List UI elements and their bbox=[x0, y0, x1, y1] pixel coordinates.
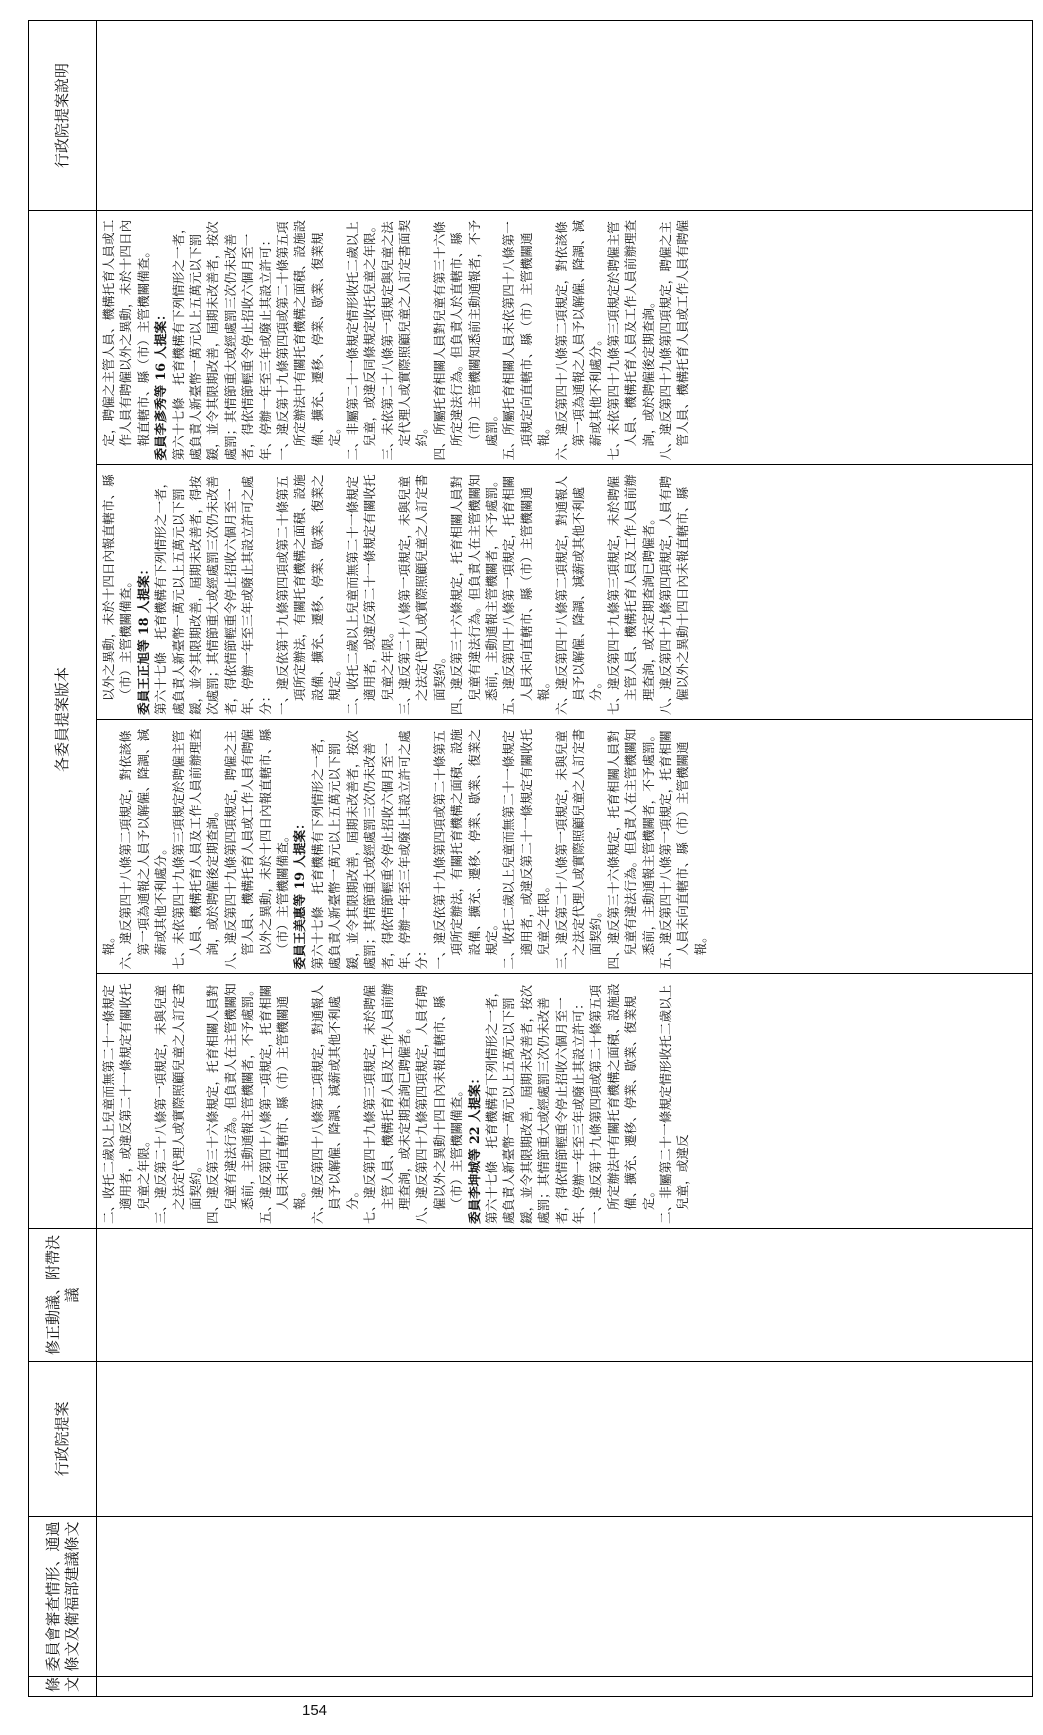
proposal-column bbox=[97, 719, 1032, 974]
rotated-table-wrapper bbox=[28, 20, 1030, 1697]
proposal-paragraph: 四、違反第三十六條規定，托育相關人員對兒童有違法行為。但負責人在主管機關知悉前，主動通報主管機關者，不予處罰。 bbox=[605, 728, 656, 970]
proposal-heading: 委員王正旭等 18 人提案： bbox=[135, 562, 151, 715]
proposal-paragraph: 五、違反第四十八條第一項規定，托育相關人員未向直轄市、縣（市）主管機關通報。 bbox=[257, 984, 308, 1224]
header-amendment-motion: 修正動議、附帶決議 bbox=[29, 1229, 97, 1362]
proposal-paragraph: 二、收托二歲以上兒童而無第二十一條規定適用者，或違反第二十一條規定有關收托兒童之年限。 bbox=[501, 728, 552, 970]
proposal-paragraph: 第六十七條 托育機構有下列情形之一者，處負責人新臺幣一萬元以上五萬元以下罰鍰，並令其限期改善，屆期未改善者，按次處罰；其情節重大或經處罰三次仍未改善者，得依情節輕重令停止招收六個月至一年、停辦一年至三年或廢止其設立許可： bbox=[170, 221, 273, 461]
proposal-column bbox=[97, 465, 1032, 720]
proposal-paragraph: 六、違反第四十八條第二項規定，對通報人員予以解僱、降調、減薪或其他不利處分。 bbox=[553, 475, 604, 715]
proposal-column bbox=[97, 211, 1032, 465]
proposal-paragraph: 三、違反第二十八條第一項規定，未與兒童之法定代理人或實際照顧兒童之人訂定書面契約。 bbox=[396, 474, 447, 715]
executive-proposal-cell bbox=[97, 1362, 1033, 1517]
proposal-paragraph: 五、違反第四十八條第一項規定，托育相關人員未向直轄市、縣（市）主管機關通報。 bbox=[658, 730, 708, 970]
amendment-motion-cell bbox=[97, 1229, 1033, 1362]
executive-explanation-cell bbox=[97, 21, 1033, 211]
header-executive-proposal: 行政院提案 bbox=[29, 1362, 97, 1517]
proposal-paragraph: 二、非屬第二十一條規定情形收托二歲以上兒童，或違反同條規定收托兒童之年限。 bbox=[344, 219, 378, 461]
proposal-paragraph: 八、違反第四十九條第四項規定，人員有聘僱以外之異動十四日內未報直轄市、縣（市）主管機關備查。 bbox=[414, 984, 465, 1224]
proposal-paragraph: 六、違反第四十八條第二項規定，對依該條第一項為通報之人員予以解僱、降調、減薪或其他不利處分。 bbox=[553, 219, 604, 461]
proposal-paragraph: 三、違反第二十八條第一項規定，未與兒童之法定代理人或實際照顧兒童之人訂定書面契約。 bbox=[553, 728, 604, 970]
proposal-paragraph: 七、違反第四十九條第三項規定，未於聘僱主管人員、機構托育人員及工作人員前辦理查詢，或未定期查詢已聘僱者。 bbox=[605, 474, 656, 715]
proposal-paragraph: 一、違反依第十九條第四項或第二十條第五項所定辦法，有關托育機構之面積、設施設備、擴充、遷移、停業、歇業、復業之規定。 bbox=[431, 728, 499, 970]
proposal-paragraph: 八、違反第四十九條第四項規定，人員有聘僱以外之異動十四日內未報直轄市、縣 bbox=[658, 475, 691, 715]
proposal-paragraph: 四、違反第三十六條規定，托育相關人員對兒童有違法行為。但負責人在主管機關知悉前，主動通報主管機關者，不予處罰。 bbox=[205, 983, 256, 1224]
proposal-paragraph: 一、違反第十九條第四項或第二十條第五項所定辦法中有關托育機構之面積、設施設備、擴充、遷移、停業、歇業、復業規定。 bbox=[275, 219, 343, 461]
member-proposals-cell bbox=[97, 211, 1033, 1229]
proposal-paragraph: 五、違反第四十八條第一項規定，托育相關人員未向直轄市、縣（市）主管機關通報。 bbox=[501, 475, 552, 715]
proposal-paragraph: 四、所屬托育相關人員對兒童有第三十六條所定違法行為。但負責人於直轄市、縣（市）主管機關知悉前主動通報者，不予處罰。 bbox=[431, 219, 499, 461]
article-cell bbox=[97, 1677, 1033, 1697]
header-executive-explanation: 行政院提案說明 bbox=[29, 21, 97, 211]
proposal-paragraph: 第六十七條 托育機構有下列情形之一者，處負責人新臺幣一萬元以上五萬元以下罰鍰，並令其限期改善，屆期未改善者，按次處罰；其情節重大或經處罰三次仍未改善者，得依情節輕重令停止招收六個月至一年、停辦一年至三年或廢止其設立許可： bbox=[483, 984, 586, 1224]
proposal-heading: 委員李坤城等 22 人提案： bbox=[466, 1071, 482, 1224]
proposal-paragraph: 三、違反第二十八條第一項規定，未與兒童之法定代理人或實際照顧兒童之人訂定書面契約。 bbox=[153, 983, 204, 1224]
proposal-paragraph: 八、違反第四十九條第四項規定，聘僱之主管人員、機構托育人員或工作人員有聘僱 bbox=[658, 219, 691, 461]
proposal-paragraph: 六、違反第四十八條第二項規定，對依該條第一項為通報之人員予以解僱、降調、減薪或其他不利處分。 bbox=[118, 728, 169, 970]
proposal-paragraph: 七、違反第四十九條第三項規定，未於聘僱主管人員、機構托育人員及工作人員前辦理查詢，或未定期查詢已聘僱者。 bbox=[362, 983, 412, 1224]
page-number: 154 bbox=[302, 1702, 328, 1719]
proposal-paragraph: 定，聘僱之主管人員、機構托育人員或工作人員有聘僱以外之異動，未於十四日內報直轄市、縣（市）主管機關備查。 bbox=[101, 219, 151, 447]
proposal-heading: 委員王美惠等 19 人提案： bbox=[292, 817, 308, 970]
proposal-paragraph: 第六十七條 托育機構有下列情形之一者，處負責人新臺幣一萬元以上五萬元以下罰鍰，並令其限期改善，屆期未改善者，得按次處罰；其情節重大或經處罰三次仍未改善者，得依情節輕重令停止招收六個月至一年、停辦一年至三年或廢止其設立許可之處分： bbox=[153, 475, 273, 715]
proposal-paragraph: 二、收托二歲以上兒童而無第二十一條規定適用者，或違反第二十一條規定有關收托兒童之年限。 bbox=[101, 983, 151, 1224]
proposal-paragraph: 以外之異動，未於十四日內報直轄市、縣（市）主管機關備查。 bbox=[101, 474, 134, 701]
proposal-paragraph: 二、收托二歲以上兒童而無第二十一條規定適用者，或違反第二十一條規定有關收托兒童之年限。 bbox=[344, 474, 395, 715]
proposal-paragraph: 三、未依第二十八條第一項規定與兒童之法定代理人或實際照顧兒童之人訂定書面契約。 bbox=[379, 219, 430, 461]
header-row bbox=[29, 21, 97, 1697]
body-row bbox=[97, 21, 1033, 1697]
proposal-paragraph: 報。 bbox=[101, 930, 116, 956]
comparison-table bbox=[28, 20, 1033, 1697]
header-article: 條文 bbox=[29, 1677, 97, 1697]
proposal-paragraph: 四、違反第三十六條規定，托育相關人員對兒童有違法行為。但負責人在主管機關知悉前，主動通報主管機關者，不予處罰。 bbox=[449, 474, 499, 715]
proposal-columns bbox=[97, 211, 1032, 1228]
proposal-paragraph: 七、未依第四十九條第三項規定於聘僱主管人員、機構托育人員及工作人員前辦理查詢，或於聘僱後定期查詢。 bbox=[170, 728, 221, 970]
proposal-paragraph: 七、未依第四十九條第三項規定於聘僱主管人員、機構托育人員及工作人員前辦理查詢，或於聘僱後定期查詢。 bbox=[605, 219, 656, 461]
proposal-paragraph: 一、違反第十九條第四項或第二十條第五項所定辦法中有關托育機構之面積、設施設備、擴充、遷移、停業、歇業、復業規定。 bbox=[588, 983, 656, 1224]
proposal-paragraph: 二、非屬第二十一條規定情形收托二歲以上兒童，或違反 bbox=[658, 984, 691, 1224]
proposal-paragraph: 八、違反第四十九條第四項規定，聘僱之主管人員、機構托育人員或工作人員有聘僱以外之異動，未於十四日內報直轄市、縣（市）主管機關備查。 bbox=[222, 728, 291, 970]
proposal-paragraph: 六、違反第四十八條第二項規定，對通報人員予以解僱、降調、減薪或其他不利處分。 bbox=[309, 984, 360, 1224]
proposal-column bbox=[97, 974, 1032, 1229]
header-member-proposals: 各委員提案版本 bbox=[29, 211, 97, 1229]
proposal-heading: 委員李彥秀等 16 人提案： bbox=[153, 308, 169, 461]
header-committee-review: 委員會審查情形、通過條文及衛福部建議條文 bbox=[29, 1517, 97, 1677]
proposal-paragraph: 第六十七條 托育機構有下列情形之一者，處負責人新臺幣一萬元以上五萬元以下罰鍰，並令其限期改善，屆期未改善者，按次處罰；其情節重大或經處罰三次仍未改善者，得依情節輕重令停止招收六個月至一年、停辦一年至三年或廢止其設立許可之處分： bbox=[309, 730, 430, 970]
proposal-paragraph: 五、所屬托育相關人員未依第四十八條第一項規定向直轄市、縣（市）主管機關通報。 bbox=[501, 221, 552, 461]
proposal-paragraph: 一、違反依第十九條第四項或第二十條第五項所定辦法，有關托育機構之面積、設施設備、擴充、遷移、停業、歇業、復業之規定。 bbox=[275, 474, 343, 715]
committee-review-cell bbox=[97, 1517, 1033, 1677]
